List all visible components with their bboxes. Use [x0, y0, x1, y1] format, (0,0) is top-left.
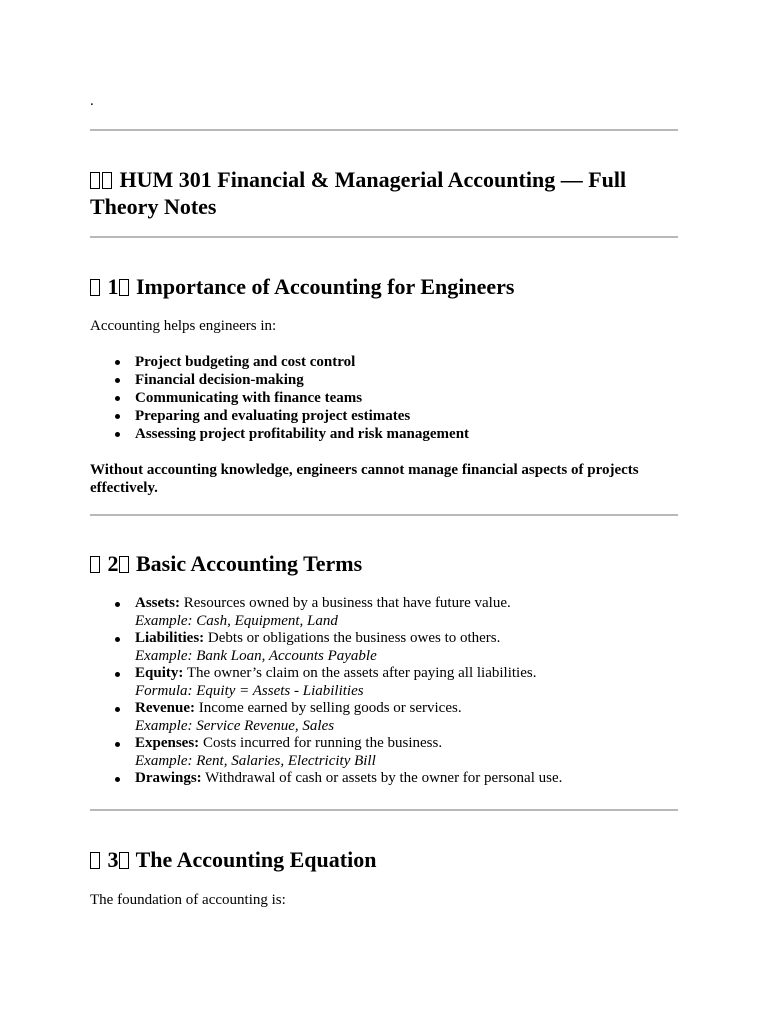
list-item: Communicating with finance teams: [90, 389, 678, 407]
term-label: Liabilities:: [135, 630, 205, 646]
term-item: [90, 595, 678, 630]
section-number: 2: [107, 551, 119, 576]
section-1-intro: Accounting helps engineers in:: [90, 318, 277, 334]
missing-glyph-icon: [119, 279, 129, 296]
term-label: Drawings:: [135, 770, 202, 786]
term-definition: Withdrawal of cash or assets by the owner for personal use.: [205, 770, 563, 786]
list-item: Financial decision-making: [90, 371, 678, 389]
term-item: [90, 770, 678, 788]
term-definition: The owner’s claim on the assets after paying all liabilities.: [186, 665, 537, 681]
missing-glyph-icon: [90, 852, 100, 869]
missing-glyph-icon: [90, 172, 100, 189]
list-item: Preparing and evaluating project estimates: [90, 407, 678, 425]
section-number: 1: [107, 274, 119, 299]
section-heading-text: The Accounting Equation: [135, 847, 377, 872]
section-1-list: [90, 353, 678, 443]
missing-glyph-icon: [90, 556, 100, 573]
term-example: Example: Cash, Equipment, Land: [135, 612, 338, 629]
section-2-heading: [90, 550, 362, 577]
section-1-heading: [90, 273, 514, 300]
term-item: [90, 665, 678, 700]
top-mark: .: [90, 93, 94, 109]
term-item: [90, 735, 678, 770]
list-item: Project budgeting and cost control: [90, 353, 678, 371]
term-item: [90, 700, 678, 735]
term-definition: Costs incurred for running the business.: [202, 735, 443, 751]
section-heading-text: Importance of Accounting for Engineers: [136, 274, 515, 299]
missing-glyph-icon: [90, 279, 100, 296]
missing-glyph-icon: [102, 172, 112, 189]
missing-glyph-icon: [119, 556, 129, 573]
section-number: 3: [107, 847, 119, 872]
term-example: Example: Rent, Salaries, Electricity Bill: [135, 752, 376, 769]
term-label: Equity:: [135, 665, 184, 681]
divider: [90, 809, 678, 811]
term-label: Expenses:: [135, 735, 200, 751]
divider: [90, 236, 678, 238]
term-example: Example: Bank Loan, Accounts Payable: [135, 647, 377, 664]
divider: [90, 129, 678, 131]
missing-glyph-icon: [119, 852, 129, 869]
divider: [90, 514, 678, 516]
term-label: Revenue:: [135, 700, 195, 716]
term-example: Example: Service Revenue, Sales: [135, 717, 335, 734]
term-label: Assets:: [135, 595, 180, 611]
term-item: [90, 630, 678, 665]
section-2-terms: [90, 595, 678, 788]
section-3-intro: The foundation of accounting is:: [90, 892, 286, 908]
list-item: Assessing project profitability and risk management: [90, 425, 678, 443]
term-definition: Income earned by selling goods or services.: [198, 700, 462, 716]
term-definition: Debts or obligations the business owes to others.: [207, 630, 501, 646]
page-title: [90, 166, 678, 220]
section-heading-text: Basic Accounting Terms: [136, 551, 363, 576]
section-1-conclusion: Without accounting knowledge, engineers cannot manage financial aspects of projects effectively.: [90, 462, 639, 496]
page-title-text: HUM 301 Financial & Managerial Accounting — Full Theory Notes: [90, 167, 627, 219]
term-definition: Resources owned by a business that have future value.: [183, 595, 511, 611]
term-formula: Formula: Equity = Assets - Liabilities: [135, 682, 364, 699]
section-3-heading: [90, 846, 376, 873]
